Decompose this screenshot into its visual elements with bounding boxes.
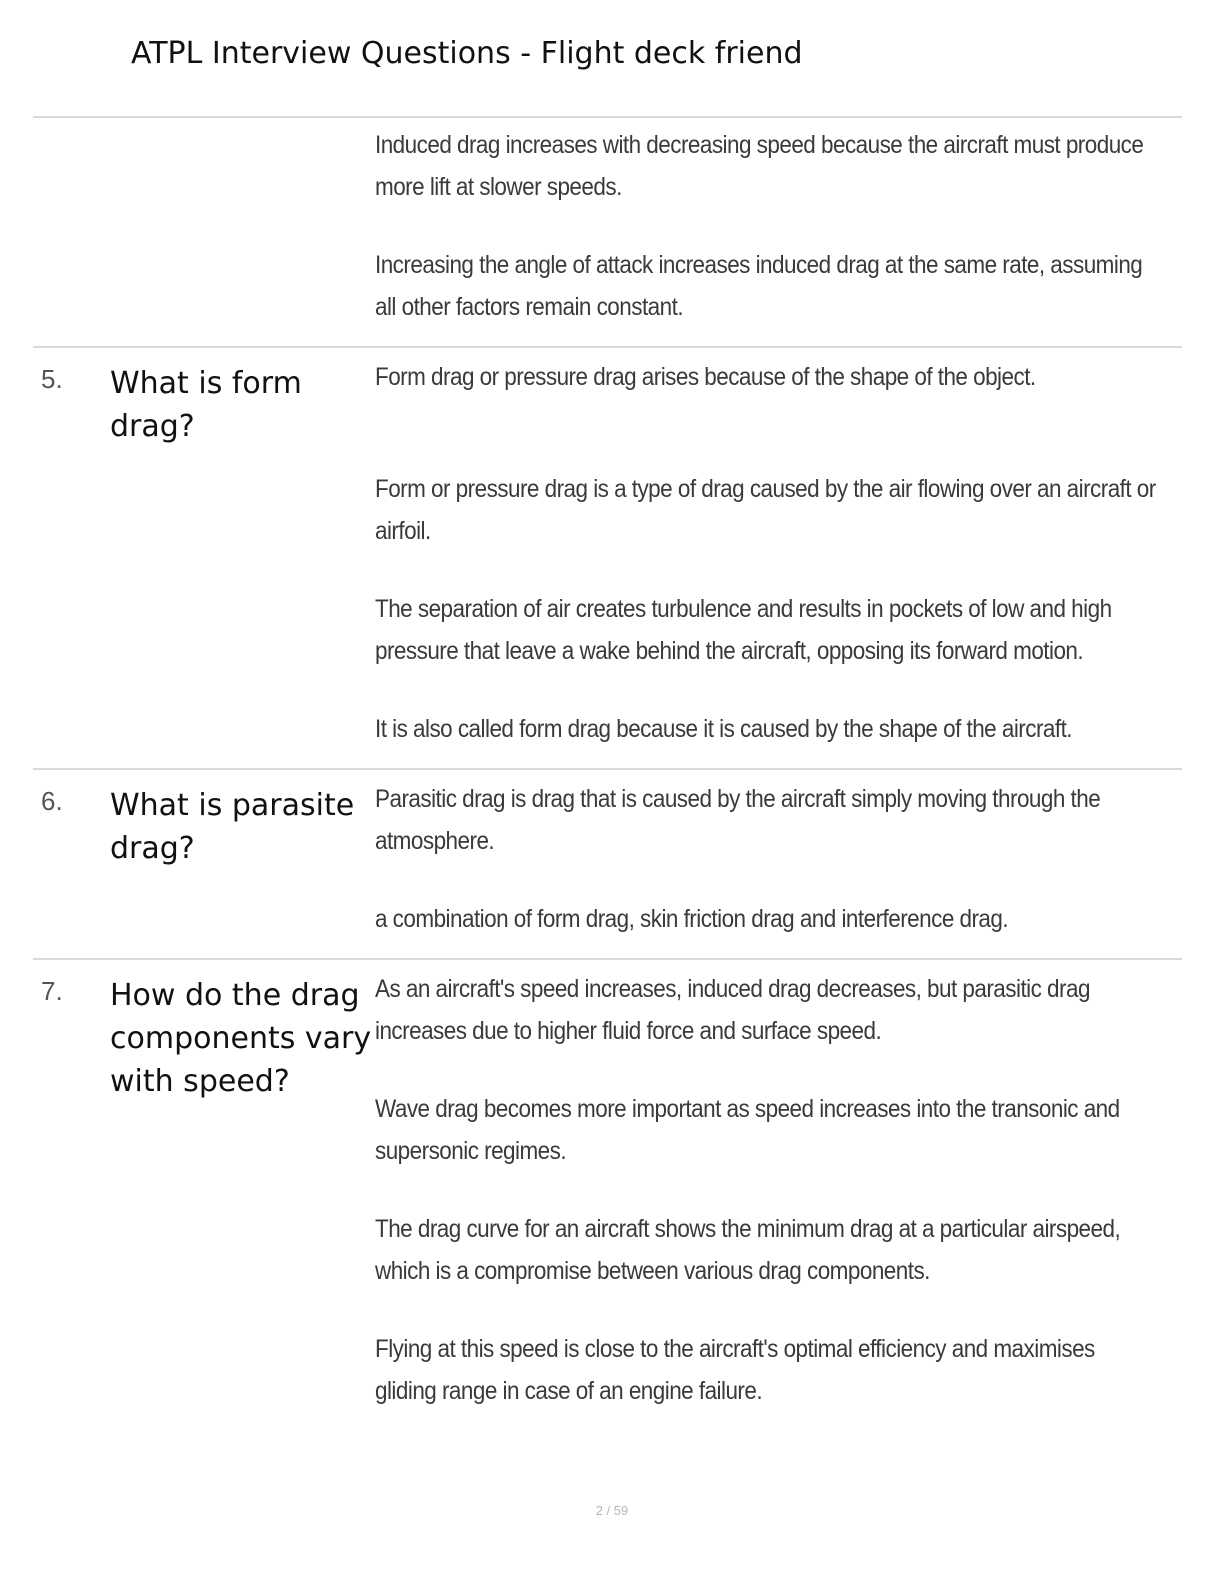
question-number: 6. bbox=[41, 786, 63, 816]
answer-paragraph: Induced drag increases with decreasing speed because the aircraft must produce more lift at slower speeds. bbox=[375, 131, 1144, 201]
answer-cell bbox=[375, 770, 1224, 958]
qa-row-7 bbox=[33, 960, 1182, 1430]
answer-paragraph: It is also called form drag because it is caused by the shape of the aircraft. bbox=[375, 715, 1073, 743]
qa-row-5 bbox=[33, 348, 1182, 770]
question-text: What is form drag? bbox=[110, 366, 302, 444]
question-text: How do the drag components vary with speed? bbox=[110, 978, 372, 1099]
answer-paragraph: As an aircraft's speed increases, induced drag decreases, but parasitic drag increases due to higher fluid force and surface speed. bbox=[375, 975, 1090, 1045]
answer-cell bbox=[375, 348, 1224, 768]
answer-paragraph: Wave drag becomes more important as speed increases into the transonic and supersonic regimes. bbox=[375, 1095, 1120, 1165]
question-text bbox=[110, 118, 375, 346]
answer-paragraph: Form drag or pressure drag arises because of the shape of the object. bbox=[375, 363, 1036, 391]
question-number: 7. bbox=[41, 976, 63, 1006]
qa-row-6 bbox=[33, 770, 1182, 960]
answer-cell bbox=[375, 960, 1224, 1430]
answer-paragraph: The drag curve for an aircraft shows the minimum drag at a particular airspeed, which is a compromise between various drag components. bbox=[375, 1215, 1121, 1285]
answer-paragraph: The separation of air creates turbulence and results in pockets of low and high pressure that leave a wake behind the aircraft, opposing its forward motion. bbox=[375, 595, 1112, 665]
page-number: 2 / 59 bbox=[595, 1503, 629, 1518]
question-text: What is parasite drag? bbox=[110, 788, 355, 866]
answer-paragraph: a combination of form drag, skin friction drag and interference drag. bbox=[375, 905, 1009, 933]
answer-paragraph: Flying at this speed is close to the aircraft's optimal efficiency and maximises gliding range in case of an engine failure. bbox=[375, 1335, 1095, 1405]
answer-paragraph: Increasing the angle of attack increases induced drag at the same rate, assuming all other factors remain constant. bbox=[375, 251, 1143, 321]
page-title: ATPL Interview Questions - Flight deck friend bbox=[131, 36, 803, 71]
answer-paragraph: Parasitic drag is drag that is caused by the aircraft simply moving through the atmosphere. bbox=[375, 785, 1101, 855]
answer-cell bbox=[375, 118, 1224, 346]
qa-list bbox=[33, 118, 1182, 1430]
question-number bbox=[33, 118, 110, 346]
answer-paragraph: Form or pressure drag is a type of drag caused by the air flowing over an aircraft or airfoil. bbox=[375, 475, 1156, 545]
question-number: 5. bbox=[41, 364, 63, 394]
qa-row-continuation bbox=[33, 118, 1182, 348]
